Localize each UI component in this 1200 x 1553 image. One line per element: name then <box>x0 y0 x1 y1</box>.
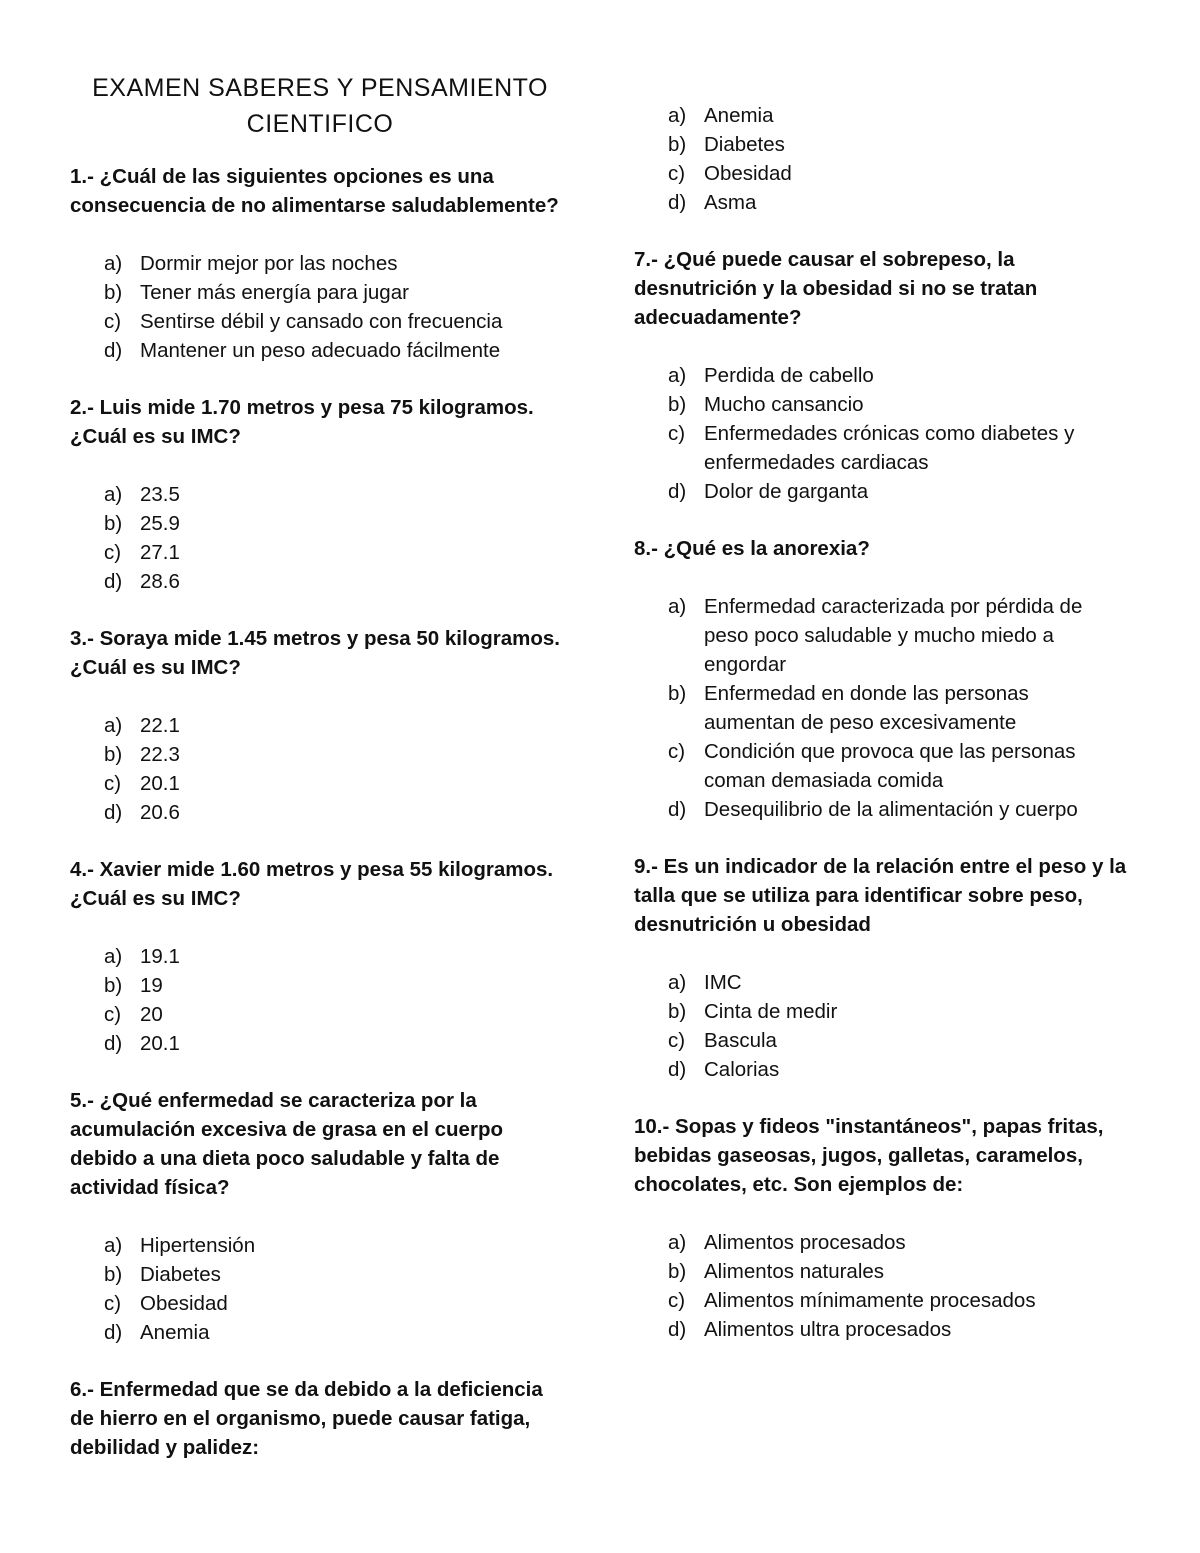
option-10-a <box>634 1228 1134 1257</box>
question-1-stem <box>70 162 570 220</box>
exam-title <box>70 70 570 142</box>
question-stem-line: 8.- ¿Qué es la anorexia? <box>634 537 870 560</box>
option-9-b <box>634 997 1134 1026</box>
option-text: Desequilibrio de la alimentación y cuerpo <box>704 798 1078 821</box>
question-stem-line: ¿Cuál es su IMC? <box>70 656 241 679</box>
question-stem-line: 5.- ¿Qué enfermedad se caracteriza por la <box>70 1089 477 1112</box>
option-8-b <box>634 679 1134 737</box>
option-6-d <box>634 188 1134 217</box>
option-letter: b) <box>668 1000 687 1023</box>
option-letter: d) <box>668 798 687 821</box>
question-stem-line: desnutrición y la obesidad si no se tratan <box>634 277 1038 300</box>
question-stem-line: 3.- Soraya mide 1.45 metros y pesa 50 kilogramos. <box>70 627 560 650</box>
option-text: Anemia <box>704 104 774 127</box>
option-letter: d) <box>668 1318 687 1341</box>
question-stem-line: adecuadamente? <box>634 306 802 329</box>
option-5-a <box>70 1231 570 1260</box>
option-text: 19.1 <box>140 945 180 968</box>
question-2-stem <box>70 393 570 451</box>
option-text: Alimentos mínimamente procesados <box>704 1289 1036 1312</box>
question-stem-line: 10.- Sopas y fideos "instantáneos", papas fritas, <box>634 1115 1104 1138</box>
option-text: Mantener un peso adecuado fácilmente <box>140 339 501 362</box>
option-text: 19 <box>140 974 163 997</box>
option-text-line: Enfermedad caracterizada por pérdida de <box>704 595 1083 618</box>
question-9-options <box>634 968 1134 1084</box>
question-2-options <box>70 480 570 596</box>
option-letter: a) <box>668 1231 687 1254</box>
option-text: 20.1 <box>140 1032 180 1055</box>
question-3-stem <box>70 624 570 682</box>
option-text-line: aumentan de peso excesivamente <box>704 711 1017 734</box>
question-5-options <box>70 1231 570 1347</box>
option-10-b <box>634 1257 1134 1286</box>
option-3-d <box>70 798 570 827</box>
option-letter: d) <box>104 339 123 362</box>
questions-left <box>70 162 570 1462</box>
option-5-b <box>70 1260 570 1289</box>
option-2-b <box>70 509 570 538</box>
option-3-b <box>70 740 570 769</box>
question-stem-line: acumulación excesiva de grasa en el cuerpo <box>70 1118 503 1141</box>
option-5-c <box>70 1289 570 1318</box>
question-stem-line: chocolates, etc. Son ejemplos de: <box>634 1173 964 1196</box>
option-letter: b) <box>668 393 687 416</box>
option-text: Alimentos ultra procesados <box>704 1318 952 1341</box>
option-text: 25.9 <box>140 512 180 535</box>
option-text: 27.1 <box>140 541 180 564</box>
option-text: Anemia <box>140 1321 210 1344</box>
option-text: Obesidad <box>140 1292 228 1315</box>
option-letter: a) <box>104 483 123 506</box>
question-stem-line: consecuencia de no alimentarse saludablemente? <box>70 194 559 217</box>
option-text-line: enfermedades cardiacas <box>704 451 929 474</box>
option-7-b <box>634 390 1134 419</box>
option-letter: c) <box>668 422 686 445</box>
option-7-a <box>634 361 1134 390</box>
option-text-line: Condición que provoca que las personas <box>704 740 1076 763</box>
option-2-d <box>70 567 570 596</box>
option-letter: c) <box>668 1289 686 1312</box>
question-7-stem <box>634 245 1134 332</box>
right-column <box>634 0 1134 1372</box>
option-1-a <box>70 249 570 278</box>
option-text: Sentirse débil y cansado con frecuencia <box>140 310 503 333</box>
question-7-options <box>634 361 1134 506</box>
question-stem-line: de hierro en el organismo, puede causar fatiga, <box>70 1407 531 1430</box>
option-letter: b) <box>104 974 123 997</box>
question-6-stem <box>70 1375 570 1462</box>
option-7-c <box>634 419 1134 477</box>
option-9-a <box>634 968 1134 997</box>
option-4-c <box>70 1000 570 1029</box>
option-10-d <box>634 1315 1134 1344</box>
option-letter: a) <box>104 945 123 968</box>
question-4-stem <box>70 855 570 913</box>
option-letter: d) <box>104 570 123 593</box>
option-3-c <box>70 769 570 798</box>
option-text: Obesidad <box>704 162 792 185</box>
option-text: Cinta de medir <box>704 1000 838 1023</box>
option-letter: c) <box>668 740 686 763</box>
option-text-line: Enfermedades crónicas como diabetes y <box>704 422 1075 445</box>
option-text: 22.3 <box>140 743 180 766</box>
option-letter: d) <box>668 480 687 503</box>
option-9-c <box>634 1026 1134 1055</box>
option-text: 20.1 <box>140 772 180 795</box>
option-letter: c) <box>104 541 122 564</box>
option-letter: c) <box>104 772 122 795</box>
question-1-options <box>70 249 570 365</box>
question-4-options <box>70 942 570 1058</box>
option-text: 28.6 <box>140 570 180 593</box>
option-text-line: coman demasiada comida <box>704 769 944 792</box>
option-text: Hipertensión <box>140 1234 256 1257</box>
option-text: Calorias <box>704 1058 780 1081</box>
option-letter: b) <box>104 281 123 304</box>
option-letter: b) <box>104 743 123 766</box>
option-9-d <box>634 1055 1134 1084</box>
option-letter: a) <box>104 1234 123 1257</box>
question-stem-line: 9.- Es un indicador de la relación entre el peso y la <box>634 855 1127 878</box>
option-1-b <box>70 278 570 307</box>
option-8-c <box>634 737 1134 795</box>
option-letter: b) <box>668 1260 687 1283</box>
option-2-a <box>70 480 570 509</box>
question-stem-line: actividad física? <box>70 1176 230 1199</box>
option-letter: d) <box>104 801 123 824</box>
option-text: Alimentos naturales <box>704 1260 885 1283</box>
option-letter: b) <box>668 682 687 705</box>
option-text: Diabetes <box>140 1263 221 1286</box>
option-text: Asma <box>704 191 757 214</box>
question-5-stem <box>70 1086 570 1202</box>
exam-title-line: CIENTIFICO <box>246 110 394 138</box>
option-letter: d) <box>104 1032 123 1055</box>
question-stem-line: 6.- Enfermedad que se da debido a la deficiencia <box>70 1378 543 1401</box>
question-stem-line: talla que se utiliza para identificar sobre peso, <box>634 884 1083 907</box>
option-letter: a) <box>668 104 687 127</box>
option-text: 20.6 <box>140 801 180 824</box>
option-2-c <box>70 538 570 567</box>
left-column <box>70 0 570 1462</box>
option-text: 20 <box>140 1003 163 1026</box>
option-letter: c) <box>104 1003 122 1026</box>
option-1-c <box>70 307 570 336</box>
option-letter: a) <box>668 364 687 387</box>
option-10-c <box>634 1286 1134 1315</box>
question-stem-line: 1.- ¿Cuál de las siguientes opciones es una <box>70 165 494 188</box>
option-text-line: engordar <box>704 653 787 676</box>
option-letter: c) <box>668 1029 686 1052</box>
questions-right <box>634 101 1134 1372</box>
option-letter: a) <box>668 971 687 994</box>
option-letter: b) <box>104 512 123 535</box>
option-letter: b) <box>104 1263 123 1286</box>
question-10-stem <box>634 1112 1134 1199</box>
option-4-b <box>70 971 570 1000</box>
option-letter: a) <box>104 714 123 737</box>
question-8-stem <box>634 534 1134 563</box>
question-stem-line: ¿Cuál es su IMC? <box>70 887 241 910</box>
option-text: 22.1 <box>140 714 180 737</box>
option-letter: b) <box>668 133 687 156</box>
question-stem-line: 4.- Xavier mide 1.60 metros y pesa 55 kilogramos. <box>70 858 554 881</box>
option-6-b <box>634 130 1134 159</box>
question-6-options <box>634 101 1134 217</box>
question-stem-line: bebidas gaseosas, jugos, galletas, caramelos, <box>634 1144 1083 1167</box>
option-text-line: Enfermedad en donde las personas <box>704 682 1029 705</box>
option-8-a <box>634 592 1134 679</box>
exam-title-line: EXAMEN SABERES Y PENSAMIENTO <box>92 74 548 102</box>
option-6-a <box>634 101 1134 130</box>
option-8-d <box>634 795 1134 824</box>
option-letter: a) <box>668 595 687 618</box>
option-text: IMC <box>704 971 742 994</box>
option-text-line: peso poco saludable y mucho miedo a <box>704 624 1054 647</box>
option-text: 23.5 <box>140 483 180 506</box>
question-8-options <box>634 592 1134 824</box>
question-9-stem <box>634 852 1134 939</box>
option-text: Alimentos procesados <box>704 1231 906 1254</box>
question-10-options <box>634 1228 1134 1344</box>
question-stem-line: 7.- ¿Qué puede causar el sobrepeso, la <box>634 248 1015 271</box>
option-letter: d) <box>104 1321 123 1344</box>
question-stem-line: debilidad y palidez: <box>70 1436 260 1459</box>
option-3-a <box>70 711 570 740</box>
question-stem-line: desnutrición u obesidad <box>634 913 871 936</box>
option-4-a <box>70 942 570 971</box>
question-stem-line: ¿Cuál es su IMC? <box>70 425 241 448</box>
option-letter: d) <box>668 191 687 214</box>
option-1-d <box>70 336 570 365</box>
question-stem-line: debido a una dieta poco saludable y falta de <box>70 1147 500 1170</box>
option-6-c <box>634 159 1134 188</box>
option-7-d <box>634 477 1134 506</box>
option-letter: d) <box>668 1058 687 1081</box>
option-text: Tener más energía para jugar <box>140 281 409 304</box>
option-letter: a) <box>104 252 123 275</box>
question-3-options <box>70 711 570 827</box>
option-text: Dolor de garganta <box>704 480 869 503</box>
question-stem-line: 2.- Luis mide 1.70 metros y pesa 75 kilogramos. <box>70 396 534 419</box>
option-letter: c) <box>104 1292 122 1315</box>
option-text: Dormir mejor por las noches <box>140 252 398 275</box>
option-text: Perdida de cabello <box>704 364 874 387</box>
option-5-d <box>70 1318 570 1347</box>
option-text: Bascula <box>704 1029 777 1052</box>
option-text: Mucho cansancio <box>704 393 864 416</box>
option-letter: c) <box>668 162 686 185</box>
option-4-d <box>70 1029 570 1058</box>
option-text: Diabetes <box>704 133 785 156</box>
option-letter: c) <box>104 310 122 333</box>
